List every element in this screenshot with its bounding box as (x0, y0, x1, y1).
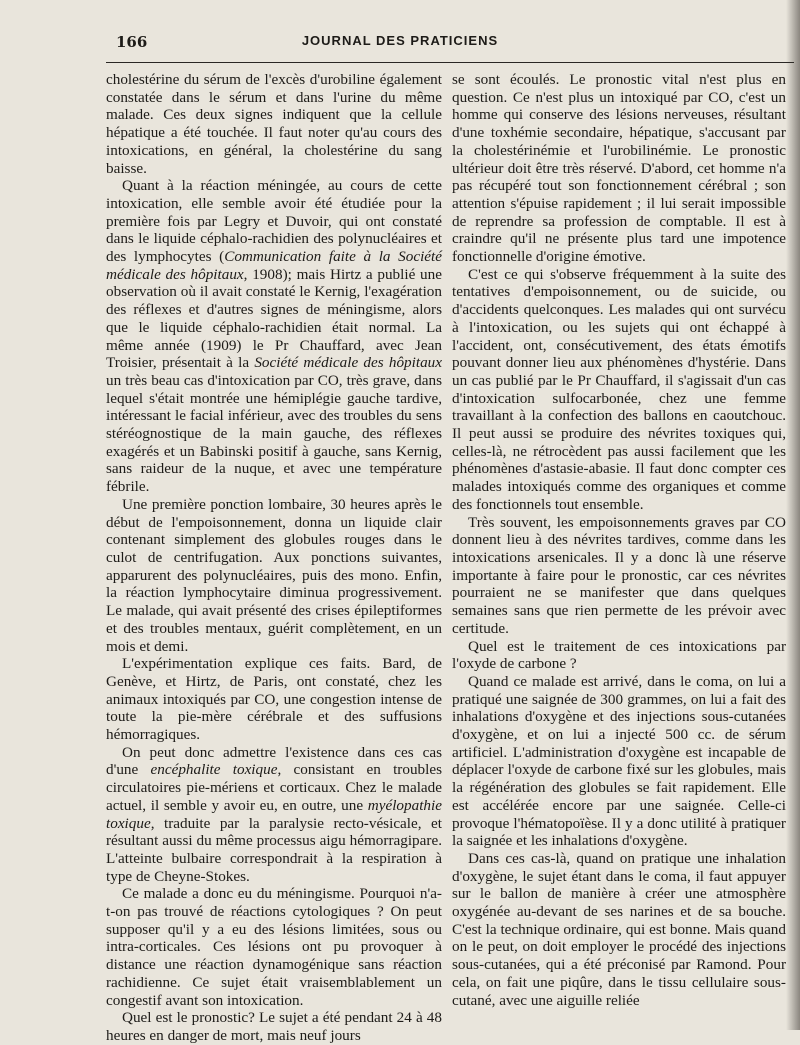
right-column (452, 71, 786, 1009)
paragraph: Quand ce malade est arrivé, dans le coma, on lui a pratiqué une saignée de 300 grammes, on lui a fait des inhalations d'oxygène et des injections sous-cutanées d'oxygène, et on lui a injecté 500 cc. de sérum artificiel. L'administration d'oxygène est incapable de déplacer l'oxyde de carbone fixé sur les globules, mais la régénération des globules se fait rapidement. Elle est accélérée encore par une saignée. Celle-ci provoque l'hématopoïèse. Il y a donc utilité à pratiquer la saignée et les inhalations d'oxygène. (452, 672, 786, 850)
page-number: 166 (116, 33, 148, 51)
paragraph: cholestérine du sérum de l'excès d'urobiline également constatée dans le sérum et dans l'urine du même malade. Ces deux signes indiquent que la cellule hépatique a été touchée. Il faut noter qu'au cours des intoxications, en général, la cholestérine du sang baisse. (106, 71, 442, 177)
text-run: Quant à la réaction méningée, au cours de cette intoxication, elle semble avoir été étudiée pour la première fois par Legry et Duvoir, qui ont constaté dans le liquide céphalo-rachidien des polynucléaires et des lymphocytes ( (106, 177, 442, 266)
left-column (106, 71, 442, 1045)
page-edge-shadow (786, 0, 800, 1030)
text-run: , traduite par la paralysie recto-vésicale, et résultant aussi du même processus aigu hémorragipare. L'atteinte bulbaire correspondrait à la respiration à type de Cheyne-Stokes. (106, 814, 442, 885)
text-run: On peut donc admettre l'existence dans ces cas d'une (106, 743, 442, 779)
journal-title: JOURNAL DES PRATICIENS (301, 33, 499, 48)
paragraph: Quel est le traitement de ces intoxications par l'oxyde de carbone ? (452, 637, 786, 673)
page-header (0, 33, 800, 55)
header-rule (106, 62, 794, 63)
italic-run: Communication faite à la Société médicale des hôpitaux (106, 248, 442, 283)
text-run: , consistant en troubles circulatoires pie-mériens et corticaux. Chez le malade actuel, il semble y avoir eu, en outre, une (106, 761, 443, 814)
paragraph: C'est ce qui s'observe fréquemment à la suite des tentatives d'empoisonnement, ou de suicide, ou d'accidents quelconques. Les malades qui ont survécu à l'intoxication, ou les sujets qui ont échappé à l'accident, ont, consécutivement, des états émotifs pouvant donner lieu aux phénomènes d'hystérie. Dans un cas publié par le Pr Chauffard, il s'agissait d'un cas d'intoxication sulfocarbonée, chez une femme travaillant à la confection des ballons en caoutchouc. Il peut aussi se produire des névrites toxiques qui, celles-là, ne rétrocèdent pas aussi facilement que les phénomènes d'astasie-abasie. Il faut donc compter ces malades intoxiqués comme des organiques et comme des fonctionnels tout ensemble. (452, 265, 786, 513)
paragraph: Une première ponction lombaire, 30 heures après le début de l'empoisonnement, donna un liquide clair contenant simplement des globules rouges dans le culot de centrifugation. Aux ponctions suivantes, apparurent des polynucléaires, puis des mono. Enfin, la réaction lymphocytaire diminua progressivement. Le malade, qui avait présenté des crises épileptiformes et des troubles mentaux, guérit complètement, en un mois et demi. (106, 495, 442, 655)
paragraph: Dans ces cas-là, quand on pratique une inhalation d'oxygène, le sujet étant dans le coma, il faut appuyer sur le ballon de manière à créer une atmosphère oxygénée au-devant de ses narines et de sa bouche. C'est la technique ordinaire, qui est bonne. Mais quand on le peut, on doit employer le procédé des injections sous-cutanées, qui a été préconisé par Ramond. Pour cela, on fait une piqûre, dans le tissu cellulaire sous-cutané, avec une aiguille reliée (452, 849, 786, 1009)
paragraph: Ce malade a donc eu du méningisme. Pourquoi n'a-t-on pas trouvé de réactions cytologiques ? On peut supposer qu'il y a eu des lésions limitées, sous ou intra-corticales. Ces lésions ont pu provoquer à distance une réaction dynamogénique sans réaction rachidienne. Ce sujet était vraisemblablement un congestif avant son intoxication. (106, 885, 442, 1009)
italic-run: encéphalite toxique (150, 761, 278, 779)
paragraph: Quel est le pronostic? Le sujet a été pendant 24 à 48 heures en danger de mort, mais neuf jours (106, 1009, 442, 1044)
paragraph (106, 177, 442, 496)
italic-run: Société médicale des hôpitaux (254, 354, 443, 372)
italic-run: myélopathie toxique (106, 796, 442, 832)
text-run: un très beau cas d'intoxication par CO, très grave, dans lequel s'était montrée une hémiplégie gauche tardive, intéressant le facial inférieur, avec des troubles du sens stéréognostique de la main gauche, des réflexes exagérés et un Babinski positif à gauche, sans Kernig, sans raideur de la nuque, et avec une température fébrile. (106, 371, 442, 496)
text-run: , 1908); mais Hirtz a publié une observation où il avait constaté le Kernig, l'exagération des réflexes et d'autres signes de méningisme, alors que le liquide céphalo-rachidien était normal. La même année (1909) le Pr Chauffard, avec Jean Troisier, présentait à la (106, 265, 442, 372)
paragraph (106, 744, 442, 886)
paragraph: se sont écoulés. Le pronostic vital n'est plus en question. Ce n'est plus un intoxiqué par CO, c'est un homme qui conserve des lésions nerveuses, résultant d'une toxhémie secondaire, hépatique, s'accusant par la cholestérinémie et l'urobilinémie. Le pronostic ultérieur doit être très réservé. D'abord, cet homme n'a pas récupéré tout son fonctionnement cérébral ; son attention s'épuise rapidement ; il lui serait impossible de reprendre sa profession de comptable. Il est à craindre qu'il ne présente plus tard une impotence fonctionnelle d'origine émotive. (452, 71, 786, 266)
paragraph: L'expérimentation explique ces faits. Bard, de Genève, et Hirtz, de Paris, ont constaté, chez les animaux intoxiqués par CO, une congestion intense de toute la pie-mère cérébrale et des suffusions hémorragiques. (106, 655, 442, 744)
paragraph: Très souvent, les empoisonnements graves par CO donnent lieu à des névrites tardives, comme dans les intoxications arsenicales. Il y a donc là une réserve importante à faire pour le pronostic, car ces névrites pourraient ne se manifester que dans quelques semaines sans que rien permette de les prévoir avec certitude. (452, 513, 786, 637)
